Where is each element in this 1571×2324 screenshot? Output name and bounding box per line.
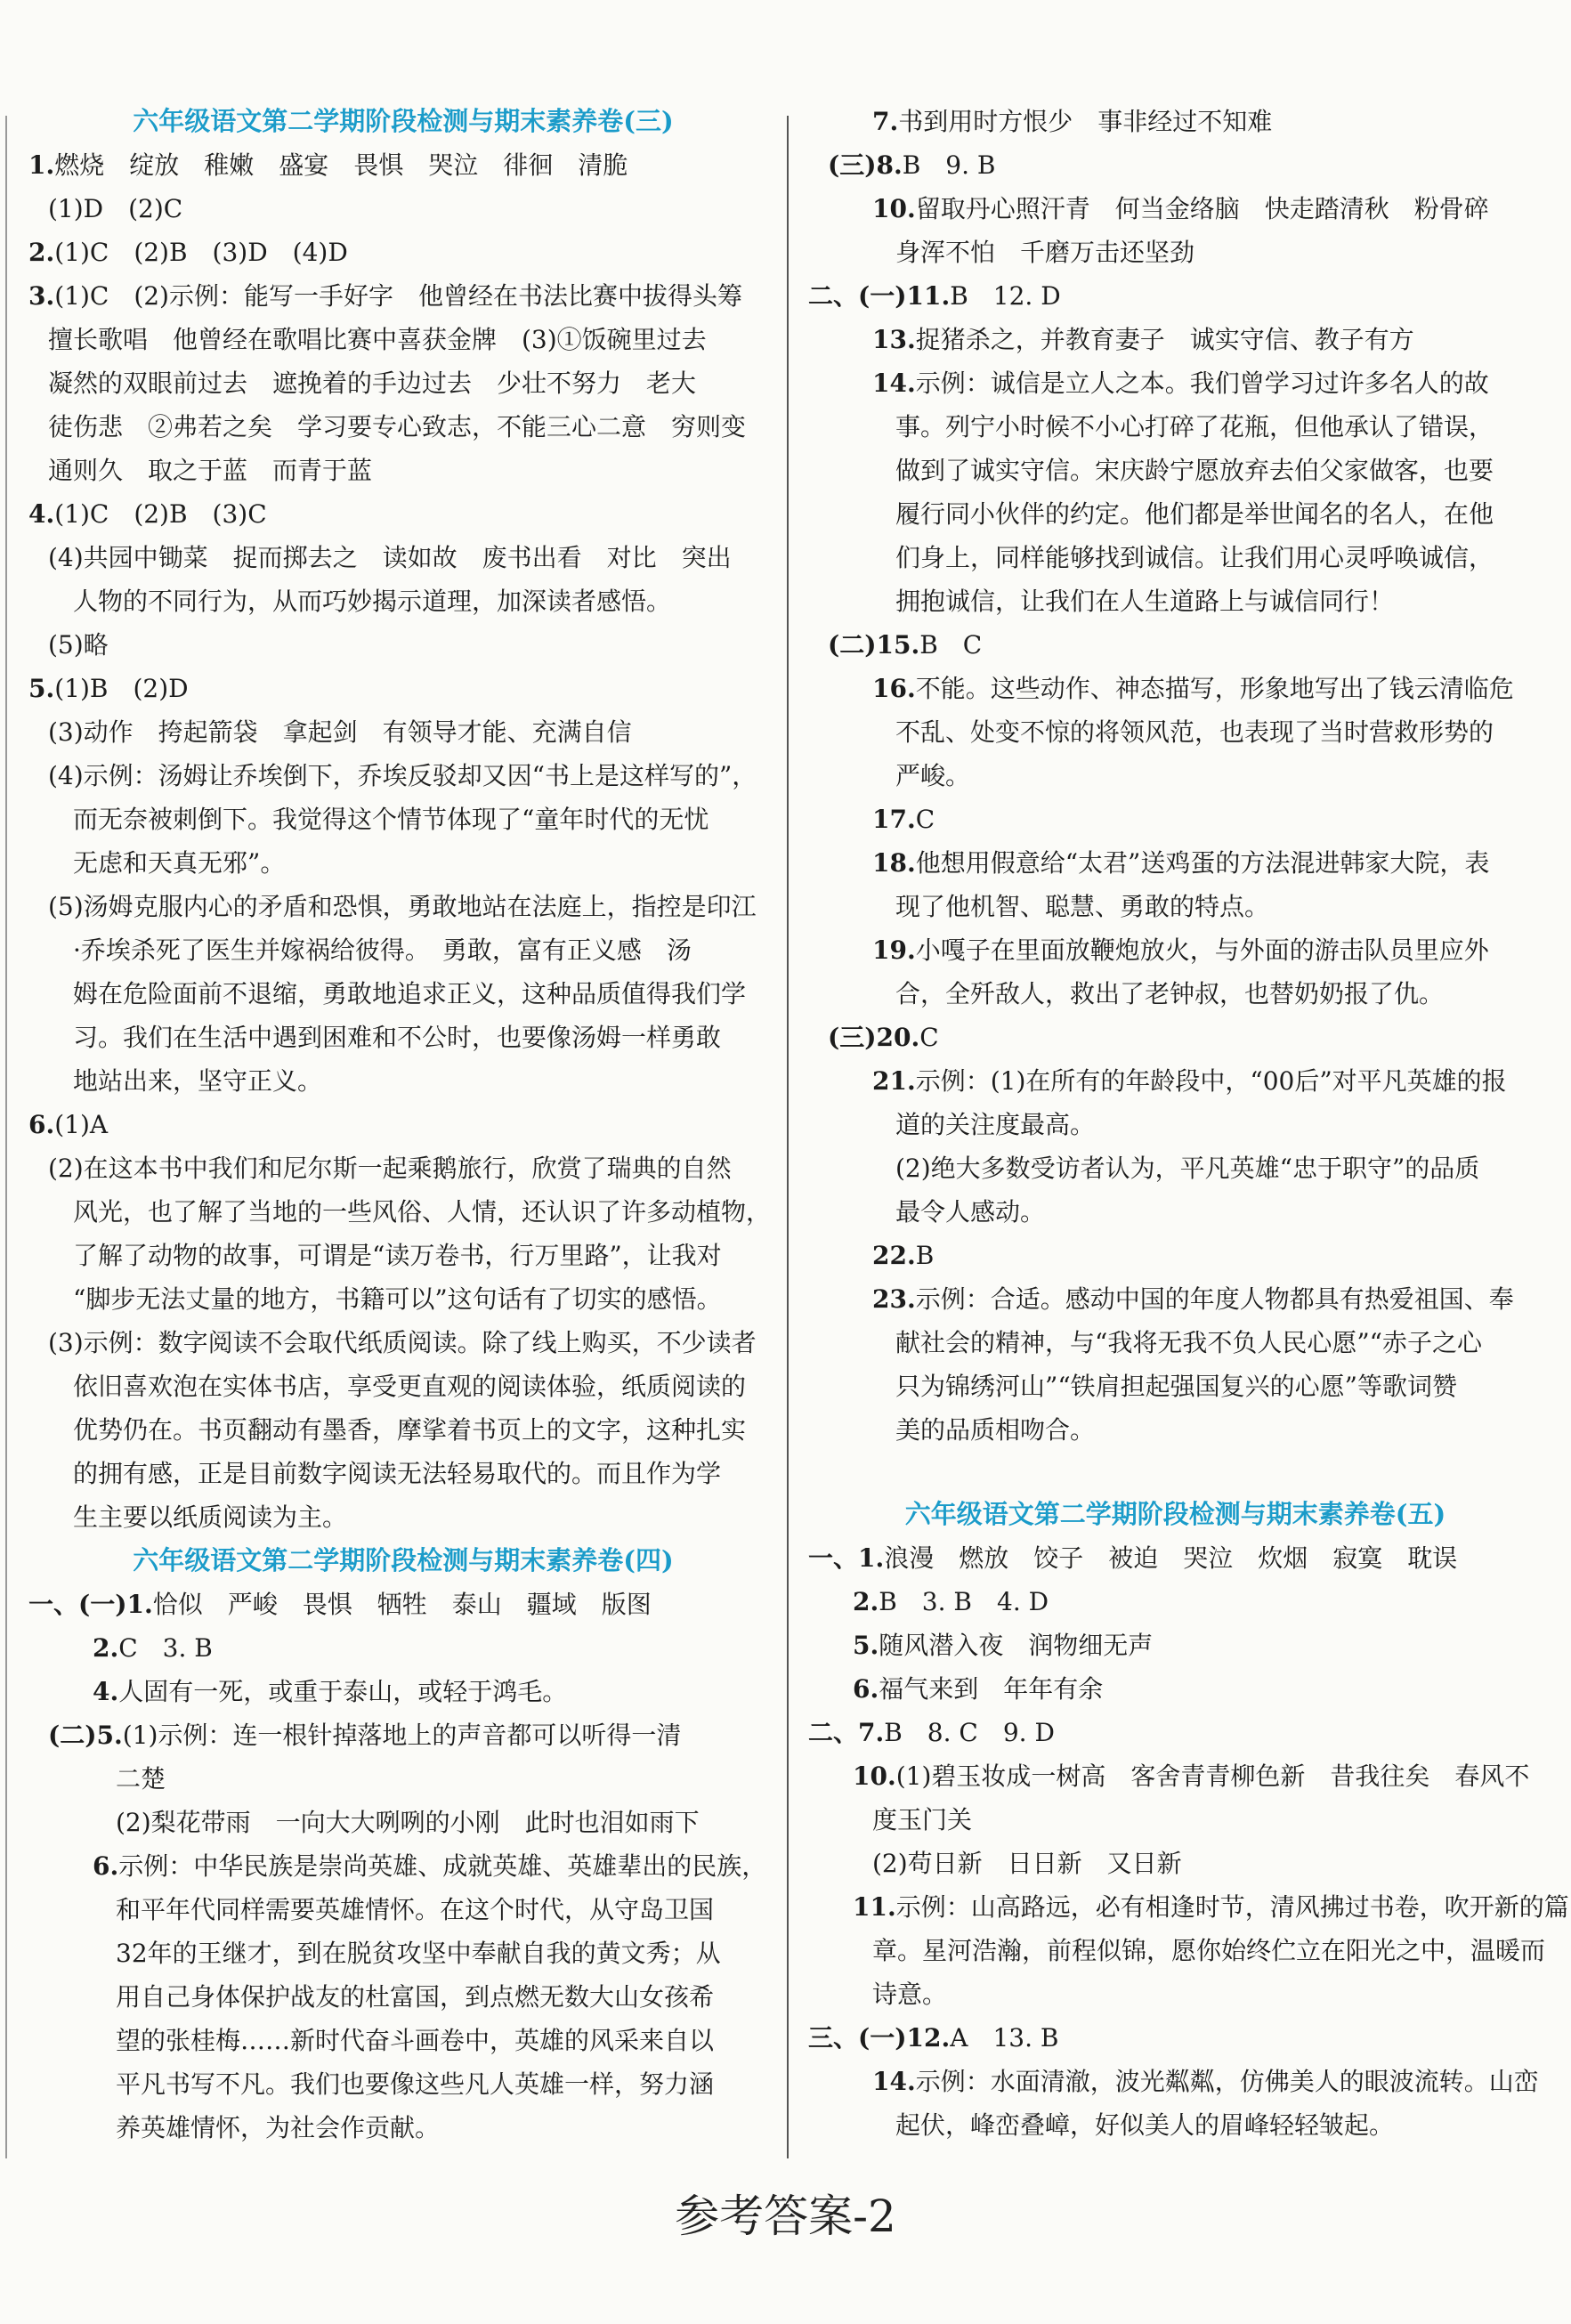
question-number: 2.: [93, 1633, 119, 1663]
question-number: 1.: [28, 150, 55, 180]
answer-text: 最令人感动。: [895, 1197, 1046, 1227]
answer-line: [28, 536, 778, 579]
answer-text: B: [915, 1241, 935, 1270]
answer-line: [808, 928, 1543, 972]
answer-text: 度玉门关: [872, 1805, 973, 1834]
answer-text: (4)共园中锄菜 捉而掷去之 读如故 废书出看 对比 突出: [48, 543, 732, 572]
question-number: 5.: [853, 1631, 879, 1660]
question-number: 19.: [872, 935, 916, 965]
answer-text: (2)绝大多数受访者认为，平凡英雄“忠于职守”的品质: [895, 1154, 1480, 1183]
answer-text: (1)C (2)B (3)D (4)D: [54, 238, 348, 267]
answer-text: (3)动作 挎起箭袋 拿起剑 有领导才能、充满自信: [48, 717, 632, 747]
answer-text: 随风潜入夜 润物细无声: [879, 1631, 1154, 1660]
answer-line: [28, 1583, 778, 1626]
question-number: 二、(一)11.: [808, 281, 951, 311]
answer-text: 示例：水面清澈，波光粼粼，仿佛美人的眼波流转。山峦: [915, 2067, 1539, 2096]
answer-text: 和平年代同样需要英雄情怀。在这个时代，从守岛卫国: [116, 1895, 715, 1924]
answer-line: [28, 2019, 778, 2062]
question-number: 18.: [872, 848, 916, 878]
answer-line: [808, 798, 1543, 841]
answer-text: 习。我们在生活中遇到困难和不公时，也要像汤姆一样勇敢: [73, 1023, 722, 1052]
answer-line: [808, 1580, 1543, 1624]
answer-text: (1)B (2)D: [54, 674, 189, 703]
answer-line: [28, 1016, 778, 1059]
answer-text: 望的张桂梅……新时代奋斗画卷中，英雄的风采来自以: [116, 2026, 715, 2055]
answer-line: [808, 1103, 1543, 1146]
answer-text: “脚步无法丈量的地方，书籍可以”这句话有了切实的感悟。: [73, 1284, 722, 1314]
answer-text: 拥抱诚信，让我们在人生道路上与诚信同行！: [895, 587, 1395, 616]
right-column: [808, 100, 1569, 2147]
answer-line: [28, 318, 778, 361]
answer-line: [808, 1842, 1543, 1885]
answer-line: [808, 1972, 1543, 2016]
answer-text: 起伏，峰峦叠嶂，好似美人的眉峰轻轻皱起。: [895, 2110, 1395, 2140]
answer-text: 小嘎子在里面放鞭炮放火，与外面的游击队员里应外: [915, 935, 1489, 965]
answer-text: 不乱、处变不惊的将领风范，也表现了当时营救形势的: [895, 717, 1494, 747]
question-number: 10.: [872, 194, 916, 223]
answer-line: [28, 754, 778, 798]
answer-line: [28, 1234, 778, 1277]
answer-line: [808, 231, 1543, 274]
answer-text: (3)示例：数字阅读不会取代纸质阅读。除了线上购买，不少读者: [48, 1328, 757, 1357]
question-number: 二、7.: [808, 1718, 885, 1747]
answer-line: [28, 710, 778, 754]
answer-text: (1)A: [54, 1110, 109, 1139]
answer-line: [808, 2060, 1543, 2103]
answer-line: [808, 187, 1543, 231]
question-number: 6.: [28, 1110, 55, 1139]
answer-text: (1)D (2)C: [48, 194, 183, 223]
question-number: 13.: [872, 325, 916, 354]
answer-line: [808, 1364, 1543, 1408]
left-column: [28, 100, 778, 2150]
answer-text: 严峻。: [895, 761, 971, 790]
answer-text: 事。列宁小时候不小心打碎了花瓶，但他承认了错误，: [895, 412, 1494, 441]
answer-line: [808, 492, 1543, 536]
answer-text: 示例：合适。感动中国的年度人物都具有热爱祖国、奉: [915, 1284, 1514, 1314]
answer-text: 他想用假意给“太君”送鸡蛋的方法混进韩家大院，表: [915, 848, 1490, 878]
answer-text: (4)示例：汤姆让乔埃倒下，乔埃反驳却又因“书上是这样写的”，: [48, 761, 757, 790]
question-number: 16.: [872, 674, 916, 703]
answer-text: 示例：中华民族是崇尚英雄、成就英雄、英雄辈出的民族，: [118, 1851, 767, 1881]
answer-text: 生主要以纸质阅读为主。: [73, 1502, 348, 1532]
column-divider: [787, 116, 789, 2158]
question-number: (三)8.: [828, 150, 903, 180]
answer-line: [28, 1757, 778, 1801]
answer-text: (5)略: [48, 630, 109, 660]
answer-line: [808, 1321, 1543, 1364]
answer-text: 做到了诚实守信。宋庆龄宁愿放弃去伯父家做客，也要: [895, 456, 1494, 485]
answer-line: [28, 274, 778, 318]
answer-line: [808, 710, 1543, 754]
answer-line: [808, 579, 1543, 623]
answer-text: (1)示例：连一根针掉落地上的声音都可以听得一清: [122, 1721, 682, 1750]
answer-line: [28, 1975, 778, 2019]
question-number: 三、(一)12.: [808, 2023, 951, 2053]
question-number: 3.: [28, 281, 55, 311]
section-gap: [808, 1452, 1543, 1493]
section-4-answers: [28, 1583, 778, 2150]
answer-text: B 12. D: [950, 281, 1061, 311]
answer-text: 身浑不怕 千磨万击还坚劲: [895, 238, 1195, 267]
section-3-answers: [28, 143, 778, 1539]
answer-line: [808, 1234, 1543, 1277]
answer-line: [808, 1929, 1546, 1972]
answer-text: (5)汤姆克服内心的矛盾和恐惧，勇敢地站在法庭上，指控是印江: [48, 892, 757, 921]
answer-text: B 3. B 4. D: [879, 1587, 1049, 1616]
answer-text: 示例：山高路远，必有相逢时节，清风拂过书卷，吹开新的篇: [895, 1892, 1569, 1922]
answer-text: B C: [919, 630, 983, 660]
answer-text: (2)梨花带雨 一向大大咧咧的小刚 此时也泪如雨下: [116, 1808, 700, 1837]
answer-line: [808, 885, 1543, 928]
answer-text: 不能。这些动作、神态描写，形象地写出了钱云清临危: [915, 674, 1514, 703]
answer-text: 恰似 严峻 畏惧 牺牲 泰山 疆域 版图: [152, 1590, 652, 1619]
answer-text: 养英雄情怀，为社会作贡献。: [116, 2113, 441, 2142]
question-number: 一、1.: [808, 1543, 885, 1573]
answer-line: [28, 231, 778, 274]
answer-line: [28, 1277, 778, 1321]
answer-text: 献社会的精神，与“我将无我不负人民心愿”“赤子之心: [895, 1328, 1482, 1357]
answer-line: [28, 1321, 778, 1364]
question-number: 5.: [28, 674, 55, 703]
section-title-5: 六年级语文第二学期阶段检测与期末素养卷(五): [904, 1499, 1446, 1529]
answer-line: [28, 885, 778, 928]
answer-line: [28, 1713, 778, 1757]
answer-text: 合，全歼敌人，救出了老钟叔，也替奶奶报了仇。: [895, 979, 1445, 1008]
question-number: 一、(一)1.: [28, 1590, 153, 1619]
answer-line: [808, 1146, 1543, 1190]
answer-line: [808, 754, 1543, 798]
answer-line: [28, 972, 778, 1016]
answer-text: C: [915, 805, 935, 834]
question-number: 23.: [872, 1284, 916, 1314]
answer-text: (1)碧玉妆成一树高 客舍青青柳色新 昔我往矣 春风不: [895, 1761, 1530, 1791]
answer-line: [28, 143, 778, 187]
question-number: (三)20.: [828, 1023, 920, 1052]
answer-text: (2)在这本书中我们和尼尔斯一起乘鹅旅行，欣赏了瑞典的自然: [48, 1154, 732, 1183]
answer-line: [28, 1190, 778, 1234]
answer-text: 捉猪杀之，并教育妻子 诚实守信、教子有方: [915, 325, 1414, 354]
question-number: (二)5.: [48, 1721, 123, 1750]
question-number: (二)15.: [828, 630, 920, 660]
answer-text: 道的关注度最高。: [895, 1110, 1096, 1139]
answer-line: [808, 361, 1543, 405]
answer-line: [28, 579, 778, 623]
answer-line: [28, 1364, 778, 1408]
answer-line: [808, 318, 1543, 361]
answer-text: (1)C (2)示例：能写一手好字 他曾经在书法比赛中拔得头筹: [54, 281, 742, 311]
answer-line: [28, 449, 778, 492]
answer-text: 示例：(1)在所有的年龄段中，“00后”对平凡英雄的报: [915, 1066, 1507, 1096]
answer-text: 们身上，同样能够找到诚信。让我们用心灵呼唤诚信，: [895, 543, 1494, 572]
answer-text: C: [919, 1023, 939, 1052]
answer-text: 徒伤悲 ②弗若之矣 学习要专心致志，不能三心二意 穷则变: [48, 412, 747, 441]
answer-line: [28, 1888, 778, 1931]
question-number: 6.: [93, 1851, 119, 1881]
answer-text: 凝然的双眼前过去 遮挽着的手边过去 少壮不努力 老大: [48, 368, 697, 398]
answer-line: [28, 623, 778, 667]
answer-line: [808, 1059, 1543, 1103]
answer-line: [808, 2016, 1543, 2060]
answer-text: 燃烧 绽放 稚嫩 盛宴 畏惧 哭泣 徘徊 清脆: [54, 150, 628, 180]
answer-line: [808, 841, 1543, 885]
answer-text: 平凡书写不凡。我们也要像这些凡人英雄一样，努力涵: [116, 2069, 715, 2099]
answer-line: [808, 405, 1543, 449]
answer-line: [808, 143, 1543, 187]
answer-text: 擅长歌唱 他曾经在歌唱比赛中喜获金牌 (3)①饭碗里过去: [48, 325, 707, 354]
answer-line: [808, 449, 1543, 492]
answer-line: [28, 1931, 778, 1975]
answer-line: [28, 928, 778, 972]
answer-text: 美的品质相吻合。: [895, 1415, 1096, 1445]
answer-text: 的拥有感，正是目前数字阅读无法轻易取代的。而且作为学: [73, 1459, 722, 1488]
question-number: 4.: [28, 499, 55, 529]
answer-line: [28, 1452, 778, 1495]
answer-line: [28, 1670, 778, 1713]
answer-line: [28, 361, 778, 405]
answer-line: [808, 1711, 1543, 1754]
answer-text: 了解了动物的故事，可谓是“读万卷书，行万里路”，让我对: [73, 1241, 722, 1270]
answer-line: [808, 1885, 1569, 1929]
question-number: 6.: [853, 1674, 879, 1704]
answer-line: [28, 187, 778, 231]
answer-text: 章。星河浩瀚，前程似锦，愿你始终伫立在阳光之中，温暖而: [872, 1936, 1546, 1965]
question-number: 11.: [853, 1892, 896, 1922]
answer-text: 通则久 取之于蓝 而青于蓝: [48, 456, 373, 485]
question-number: 2.: [853, 1587, 879, 1616]
section-title-3: 六年级语文第二学期阶段检测与期末素养卷(三): [133, 106, 674, 136]
answer-line: [28, 841, 778, 885]
answer-text: 人物的不同行为，从而巧妙揭示道理，加深读者感悟。: [73, 587, 672, 616]
answer-line: [28, 1626, 778, 1670]
answer-line: [28, 667, 778, 710]
answer-text: 福气来到 年年有余: [879, 1674, 1104, 1704]
answer-text: B 8. C 9. D: [884, 1718, 1055, 1747]
question-number: 10.: [853, 1761, 896, 1791]
question-number: 22.: [872, 1241, 916, 1270]
answer-line: [808, 1408, 1543, 1452]
answer-text: 浪漫 燃放 饺子 被迫 哭泣 炊烟 寂寞 耽误: [884, 1543, 1458, 1573]
answer-line: [28, 1844, 778, 1888]
answer-line: [28, 1801, 778, 1844]
answer-text: 风光，也了解了当地的一些风俗、人情，还认识了许多动植物，: [73, 1197, 772, 1227]
answer-text: 依旧喜欢泡在实体书店，享受更直观的阅读体验，纸质阅读的: [73, 1372, 747, 1401]
question-number: 14.: [872, 2067, 916, 2096]
answer-line: [28, 1495, 778, 1539]
answer-line: [28, 1059, 778, 1103]
answer-line: [808, 1624, 1543, 1667]
answer-line: [808, 972, 1543, 1016]
answer-line: [808, 1798, 1543, 1842]
answer-text: 现了他机智、聪慧、勇敢的特点。: [895, 892, 1270, 921]
answer-line: [808, 1190, 1543, 1234]
answer-text: 无虑和天真无邪”。: [73, 848, 286, 878]
answer-text: (2)苟日新 日日新 又日新: [872, 1849, 1182, 1878]
answer-text: ·乔埃杀死了医生并嫁祸给彼得。 勇敢，富有正义感 汤: [73, 935, 692, 965]
answer-text: 人固有一死，或重于泰山，或轻于鸿毛。: [118, 1677, 568, 1706]
answer-text: A 13. B: [950, 2023, 1059, 2053]
answer-line: [808, 1754, 1543, 1798]
answer-line: [28, 798, 778, 841]
answer-text: 而无奈被刺倒下。我觉得这个情节体现了“童年时代的无忧: [73, 805, 709, 834]
answer-text: (1)C (2)B (3)C: [54, 499, 267, 529]
answer-line: [28, 2062, 778, 2106]
answer-text: 优势仍在。书页翻动有墨香，摩挲着书页上的文字，这种扎实: [73, 1415, 747, 1445]
answer-text: 地站出来，坚守正义。: [73, 1066, 323, 1096]
answer-line: [808, 623, 1543, 667]
answer-text: 只为锦绣河山”“铁肩担起强国复兴的心愿”等歌词赞: [895, 1372, 1457, 1401]
answer-line: [28, 2106, 778, 2150]
page-footer: 参考答案-2: [675, 2190, 896, 2242]
answer-text: 二楚: [116, 1764, 166, 1794]
answer-line: [808, 536, 1543, 579]
answer-text: 32年的王继才，到在脱贫攻坚中奉献自我的黄文秀；从: [116, 1939, 721, 1968]
answer-line: [808, 667, 1543, 710]
left-margin-line: [5, 116, 7, 2158]
answer-text: 示例：诚信是立人之本。我们曾学习过许多名人的故: [915, 368, 1489, 398]
answer-line: [808, 1016, 1543, 1059]
section-5-answers: [808, 1536, 1569, 2147]
answer-line: [808, 274, 1543, 318]
answer-line: [808, 1536, 1543, 1580]
answer-text: 留取丹心照汗青 何当金络脑 快走踏清秋 粉骨碎: [915, 194, 1489, 223]
answer-line: [808, 100, 1543, 143]
answer-line: [28, 1146, 778, 1190]
question-number: 14.: [872, 368, 916, 398]
answer-text: C 3. B: [118, 1633, 213, 1663]
question-number: 7.: [872, 107, 899, 136]
question-number: 2.: [28, 238, 55, 267]
answer-text: 诗意。: [872, 1980, 948, 2009]
answer-line: [28, 1408, 778, 1452]
question-number: 17.: [872, 805, 916, 834]
answer-line: [808, 1277, 1543, 1321]
answer-line: [808, 1667, 1543, 1711]
section-4-answers-continued: [808, 100, 1543, 1452]
answer-line: [808, 2103, 1543, 2147]
answer-line: [28, 405, 778, 449]
question-number: 4.: [93, 1677, 119, 1706]
answer-text: 姆在危险面前不退缩，勇敢地追求正义，这种品质值得我们学: [73, 979, 747, 1008]
answer-text: 书到用时方恨少 事非经过不知难: [898, 107, 1273, 136]
answer-text: 用自己身体保护战友的杜富国，到点燃无数大山女孩希: [116, 1982, 715, 2012]
answer-text: 履行同小伙伴的约定。他们都是举世闻名的名人，在他: [895, 499, 1494, 529]
answer-text: B 9. B: [902, 150, 996, 180]
section-title-4: 六年级语文第二学期阶段检测与期末素养卷(四): [133, 1545, 674, 1575]
question-number: 21.: [872, 1066, 916, 1096]
answer-line: [28, 492, 778, 536]
answer-line: [28, 1103, 778, 1146]
